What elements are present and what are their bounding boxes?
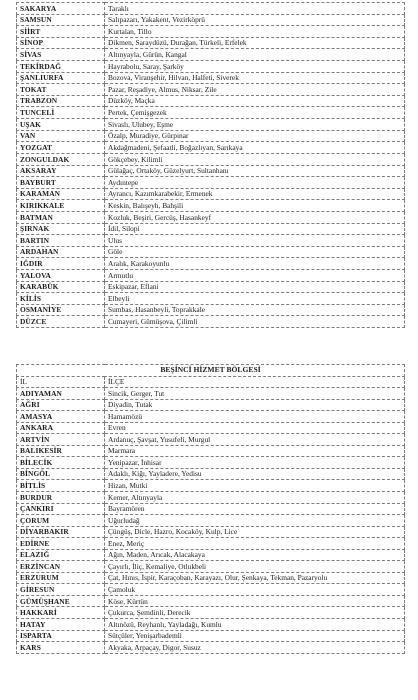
table-row [17,14,405,26]
province-cell: ARTVİN [17,434,105,446]
province-cell: BİTLİS [17,480,105,492]
districts-cell: Çüngüş, Dicle, Hazro, Kocaköy, Kulp, Lice [105,526,405,538]
table-row [17,595,405,607]
table-row [17,445,405,457]
districts-cell: Kurtalan, Tillo [105,26,405,38]
districts-cell: Taraklı [105,3,405,15]
province-cell: SİNOP [17,37,105,49]
table-row [17,399,405,411]
province-cell: BİNGÖL [17,468,105,480]
districts-cell: Evren [105,422,405,434]
table-row [17,95,405,107]
province-cell: SAMSUN [17,14,105,26]
districts-cell: Aydıntepe [105,177,405,189]
districts-cell: Salıpazarı, Yakakent, Vezirköprü [105,14,405,26]
districts-cell: Altınyayla, Gürün, Kangal [105,49,405,61]
districts-cell: Ağın, Maden, Arıcak, Alacakaya [105,549,405,561]
districts-cell: Sütçüler, Yenişarbademli [105,630,405,642]
table-row [17,72,405,84]
district-table-continued [16,2,405,328]
districts-cell: Hayrabolu, Saray, Şarköy [105,61,405,73]
province-cell: AKSARAY [17,165,105,177]
table-row [17,153,405,165]
table-row [17,223,405,235]
province-cell: AMASYA [17,411,105,423]
province-cell: GÜMÜŞHANE [17,595,105,607]
table-row [17,293,405,305]
table-row [17,630,405,642]
table-row [17,142,405,154]
table-row [17,270,405,282]
province-cell: SAKARYA [17,3,105,15]
districts-cell: Dikmen, Saraydüzü, Durağan, Türkeli, Erfelek [105,37,405,49]
province-cell: ERZİNCAN [17,561,105,573]
districts-cell: Kozluk, Beşiri, Gercüş, Hasankeyf [105,211,405,223]
districts-cell: Yenipazar, İnhisar [105,457,405,469]
districts-cell: Düzköy, Maçka [105,95,405,107]
table-row [17,165,405,177]
table-row [17,411,405,423]
districts-cell: Çukurca, Şemdinli, Derecik [105,607,405,619]
province-cell: TRABZON [17,95,105,107]
province-cell: ANKARA [17,422,105,434]
districts-cell: Hizan, Mutki [105,480,405,492]
table-row [17,584,405,596]
districts-cell: Köse, Kürtün [105,595,405,607]
district-table-continued-body [17,3,405,328]
province-cell: ZONGULDAK [17,153,105,165]
table-row [17,107,405,119]
table-row [17,26,405,38]
districts-cell: Çayırlı, İliç, Kemaliye, Otlukbeli [105,561,405,573]
districts-cell: Çamoluk [105,584,405,596]
districts-cell: Cumayeri, Gümüşova, Çilimli [105,316,405,328]
province-cell: DÜZCE [17,316,105,328]
districts-cell: Pazar, Reşadiye, Almus, Niksar, Zile [105,84,405,96]
province-cell: VAN [17,130,105,142]
fifth-service-region-body [17,365,405,654]
districts-cell: Marmara [105,445,405,457]
province-cell: EDİRNE [17,538,105,550]
districts-cell: Bayramören [105,503,405,515]
province-cell: BATMAN [17,211,105,223]
table-row [17,607,405,619]
table-row [17,549,405,561]
table-row [17,457,405,469]
table-row [17,235,405,247]
province-cell: HAKKARİ [17,607,105,619]
districts-cell: Çat, Hınıs, İspir, Karaçoban, Karayazı, Olur, Şenkaya, Tekman, Pazaryolu [105,572,405,584]
table-row [17,200,405,212]
table-row [17,316,405,328]
districts-cell: Gökçebey, Kilimli [105,153,405,165]
province-cell: KARAMAN [17,188,105,200]
districts-cell: Adaklı, Kiğı, Yayladere, Yedisu [105,468,405,480]
table-row [17,434,405,446]
districts-cell: Kemer, Altınyayla [105,492,405,504]
province-cell: ERZURUM [17,572,105,584]
table-row [17,188,405,200]
table-row [17,515,405,527]
province-cell: KIRIKKALE [17,200,105,212]
province-cell: DİYARBAKIR [17,526,105,538]
province-cell: ARDAHAN [17,246,105,258]
districts-cell: Sivaslı, Ulubey, Eşme [105,119,405,131]
districts-cell: Armutlu [105,270,405,282]
province-cell: ADIYAMAN [17,388,105,400]
table-row [17,281,405,293]
districts-cell: Özalp, Muradiye, Gürpınar [105,130,405,142]
province-cell: SİİRT [17,26,105,38]
districts-cell: Altınözü, Reyhanlı, Yayladağı, Kumlu [105,619,405,631]
province-cell: ÇORUM [17,515,105,527]
province-cell: BİLECİK [17,457,105,469]
province-cell: TEKİRDAĞ [17,61,105,73]
districts-cell: Göle [105,246,405,258]
province-cell: BAYBURT [17,177,105,189]
districts-cell: Uğurludağ [105,515,405,527]
table-row [17,526,405,538]
districts-cell: Akdağmadeni, Şefaatli, Boğazlıyan, Sarıkaya [105,142,405,154]
districts-cell: Akyaka, Arpaçay, Digor, Susuz [105,642,405,654]
districts-cell: Sumbas, Hasanbeyli, Toprakkale [105,304,405,316]
province-cell: YOZGAT [17,142,105,154]
province-cell: TUNCELİ [17,107,105,119]
province-cell: BALIKESİR [17,445,105,457]
province-cell: KARS [17,642,105,654]
column-header-il: İL [17,376,105,388]
districts-cell: Keskin, Balışeyh, Bahşili [105,200,405,212]
province-cell: BURDUR [17,492,105,504]
table-row [17,37,405,49]
province-cell: ISPARTA [17,630,105,642]
table-title-row [17,365,405,377]
districts-cell: Elbeyli [105,293,405,305]
table-row [17,246,405,258]
table-row [17,619,405,631]
table-row [17,3,405,15]
province-cell: UŞAK [17,119,105,131]
column-header-ilce: İLÇE [105,376,405,388]
province-cell: HATAY [17,619,105,631]
districts-cell: Hamamözü [105,411,405,423]
province-cell: AĞRI [17,399,105,411]
districts-cell: Eskipazar, Eflani [105,281,405,293]
table-row [17,561,405,573]
table-row [17,61,405,73]
table-title: BEŞİNCİ HİZMET BÖLGESİ [17,365,405,377]
province-cell: ŞIRNAK [17,223,105,235]
province-cell: ÇANKIRI [17,503,105,515]
districts-cell: İdil, Silopi [105,223,405,235]
table-row [17,119,405,131]
districts-cell: Pertek, Çemişgezek [105,107,405,119]
table-row [17,130,405,142]
districts-cell: Ulus [105,235,405,247]
districts-cell: Ayrancı, Kazımkarabekir, Ermenek [105,188,405,200]
table-row [17,503,405,515]
table-row [17,258,405,270]
table-row [17,480,405,492]
province-cell: YALOVA [17,270,105,282]
table-row [17,492,405,504]
province-cell: TOKAT [17,84,105,96]
table-row [17,211,405,223]
table-row [17,177,405,189]
districts-cell: Bozova, Viranşehir, Hilvan, Halfeti, Siverek [105,72,405,84]
districts-cell: Diyadin, Tutak [105,399,405,411]
table-row [17,468,405,480]
fifth-service-region-table [16,364,405,654]
districts-cell: Ardanuç, Şavşat, Yusufeli, Murgul [105,434,405,446]
province-cell: ELAZIĞ [17,549,105,561]
districts-cell: Aralık, Karakoyunlu [105,258,405,270]
table-row [17,304,405,316]
table-row [17,49,405,61]
table-row [17,422,405,434]
table-row [17,84,405,96]
province-cell: GİRESUN [17,584,105,596]
districts-cell: Sincik, Gerger, Tut [105,388,405,400]
table-row [17,642,405,654]
province-cell: OSMANİYE [17,304,105,316]
table-row [17,538,405,550]
table-header-row [17,376,405,388]
province-cell: KİLİS [17,293,105,305]
province-cell: SİVAS [17,49,105,61]
table-row [17,388,405,400]
province-cell: BARTIN [17,235,105,247]
table-row [17,572,405,584]
province-cell: ŞANLIURFA [17,72,105,84]
districts-cell: Enez, Meriç [105,538,405,550]
districts-cell: Gülağaç, Ortaköy, Güzelyurt, Sultanhanı [105,165,405,177]
province-cell: KARABÜK [17,281,105,293]
province-cell: IĞDIR [17,258,105,270]
